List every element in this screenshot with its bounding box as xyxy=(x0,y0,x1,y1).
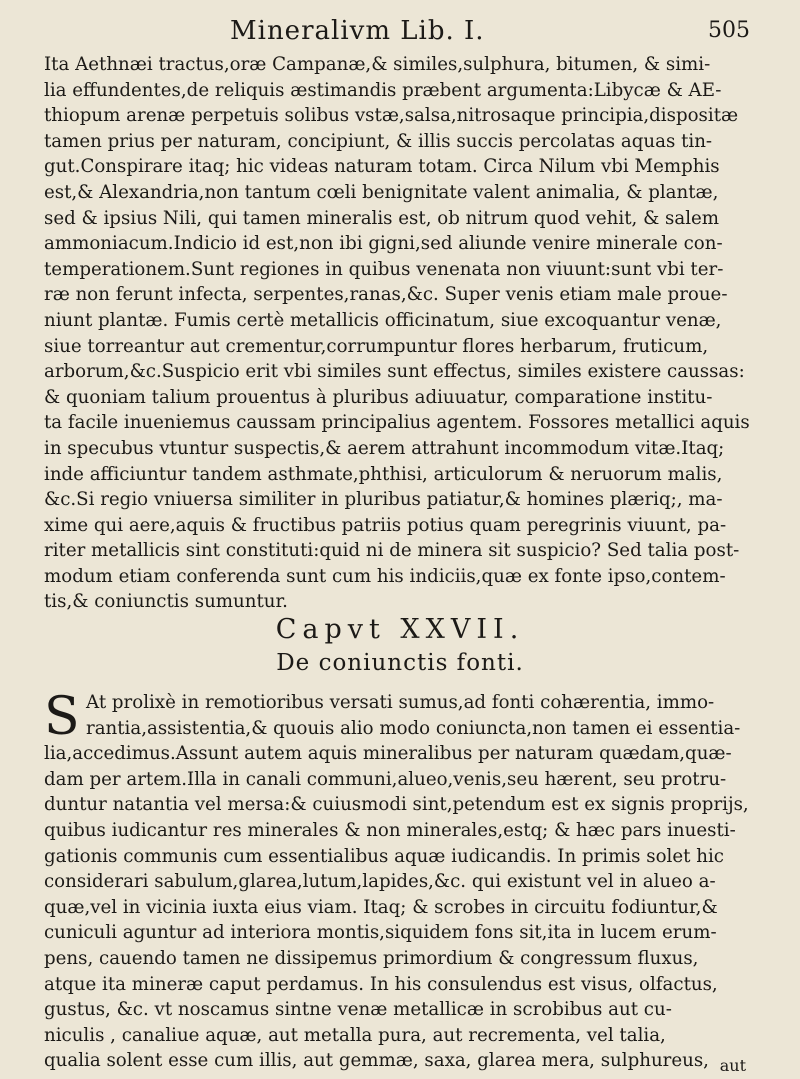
text-line: ta facile inueniemus caussam principalius agentem. Fossores metallici aquis xyxy=(44,412,750,434)
text-line: quæ,vel in vicinia iuxta eius viam. Itaq; & scrobes in circuitu fodiuntur,& xyxy=(44,896,718,918)
text-line: sed & ipsius Nili, qui tamen mineralis est, ob nitrum quod vehit, & salem xyxy=(44,207,720,229)
text-line: modum etiam conferenda sunt cum his indiciis,quæ ex fonte ipso,contem- xyxy=(44,565,726,587)
text-line: ræ non ferunt infecta, serpentes,ranas,&c. Super venis etiam male proue- xyxy=(44,284,728,306)
text-line: pens, cauendo tamen ne dissipemus primordium & congressum fluxus, xyxy=(44,947,699,969)
text-line: &c.Si regio vniuersa similiter in pluribus patiatur,& homines plæriq;, ma- xyxy=(44,489,723,511)
text-line: lia,accedimus.Assunt autem aquis mineralibus per naturam quædam,quæ- xyxy=(44,743,732,765)
text-line: riter metallicis sint constituti:quid ni de minera sit suspicio? Sed talia post- xyxy=(44,540,740,562)
drop-cap: S xyxy=(44,687,80,747)
text-line: arborum,&c.Suspicio erit vbi similes sunt effectus, similes existere caussas: xyxy=(44,361,745,383)
text-line: rantia,assistentia,& quouis alio modo coniuncta,non tamen ei essentia- xyxy=(86,717,741,739)
text-line: gustus, &c. vt noscamus sintne venæ metallicæ in scrobibus aut cu- xyxy=(44,999,672,1021)
text-line: thiopum arenæ perpetuis solibus vstæ,salsa,nitrosaque principia,dispositæ xyxy=(44,105,739,127)
text-line: inde afficiuntur tandem asthmate,phthisi, articulorum & neruorum malis, xyxy=(44,463,723,485)
text-line: niunt plantæ. Fumis certè metallicis officinatum, siue excoquantur venæ, xyxy=(44,309,722,331)
text-line: At prolixè in remotioribus versati sumus,ad fonti cohærentia, immo- xyxy=(86,692,715,713)
text-line: siue torreantur aut crementur,corrumpuntur flores herbarum, fruticum, xyxy=(44,335,709,357)
paragraph-1 xyxy=(44,52,764,615)
page-number: 505 xyxy=(708,18,750,43)
text-line: considerari sabulum,glarea,lutum,lapides,&c. qui existunt vel in alueo a- xyxy=(44,871,716,893)
chapter-heading: Capvt XXVII. xyxy=(275,614,525,645)
text-line: in specubus vtuntur suspectis,& aerem attrahunt incommodum vitæ.Itaq; xyxy=(44,437,725,459)
paragraph-2 xyxy=(44,687,764,1074)
text-line: est,& Alexandria,non tantum cœli benignitate valent animalia, & plantæ, xyxy=(44,181,719,203)
text-line: qualia solent esse cum illis, aut gemmæ, saxa, glarea mera, sulphureus, xyxy=(44,1050,709,1072)
text-line: Ita Aethnæi tractus,oræ Campanæ,& similes,sulphura, bitumen, & simi- xyxy=(44,54,711,75)
text-line: xime qui aere,aquis & fructibus patriis potius quam peregrinis viuunt, pa- xyxy=(44,514,727,536)
text-line: niculis , canaliue aquæ, aut metalla pura, aut recrementa, vel talia, xyxy=(44,1024,666,1046)
running-head-title: Mineralivm Lib. I. xyxy=(230,16,485,46)
text-line: & quoniam talium prouentus à pluribus adiuuatur, comparatione institu- xyxy=(44,386,713,408)
text-line: temperationem.Sunt regiones in quibus venenata non viuunt:sunt vbi ter- xyxy=(44,258,724,280)
text-line: gationis communis cum essentialibus aquæ iudicandis. In primis solet hic xyxy=(44,845,724,867)
text-line: gut.Conspirare itaq; hic videas naturam totam. Circa Nilum vbi Memphis xyxy=(44,156,720,178)
chapter-subtitle: De coniunctis fonti. xyxy=(276,650,524,676)
text-line: tis,& coniunctis sumuntur. xyxy=(44,591,288,613)
text-line: quibus iudicantur res minerales & non minerales,estq; & hæc pars inuesti- xyxy=(44,819,736,841)
text-line: lia effundentes,de reliquis æstimandis præbent argumenta:Libycæ & AE- xyxy=(44,79,722,101)
running-head xyxy=(40,16,760,50)
catchword: aut xyxy=(719,1056,746,1075)
text-line: ammoniacum.Indicio id est,non ibi gigni,sed aliunde venire minerale con- xyxy=(44,233,723,255)
text-line: cuniculi aguntur ad interiora montis,siquidem fons sit,ita in lucem erum- xyxy=(44,922,717,944)
text-line: duntur natantia vel mersa:& cuiusmodi sint,petendum est ex signis proprijs, xyxy=(44,794,749,816)
text-line: dam per artem.Illa in canali communi,alueo,venis,seu hærent, seu protru- xyxy=(44,768,727,790)
text-line: atque ita mineræ caput perdamus. In his consulendus est visus, olfactus, xyxy=(44,973,718,995)
text-line: tamen prius per naturam, concipiunt, & illis succis percolatas aquas tin- xyxy=(44,130,713,152)
